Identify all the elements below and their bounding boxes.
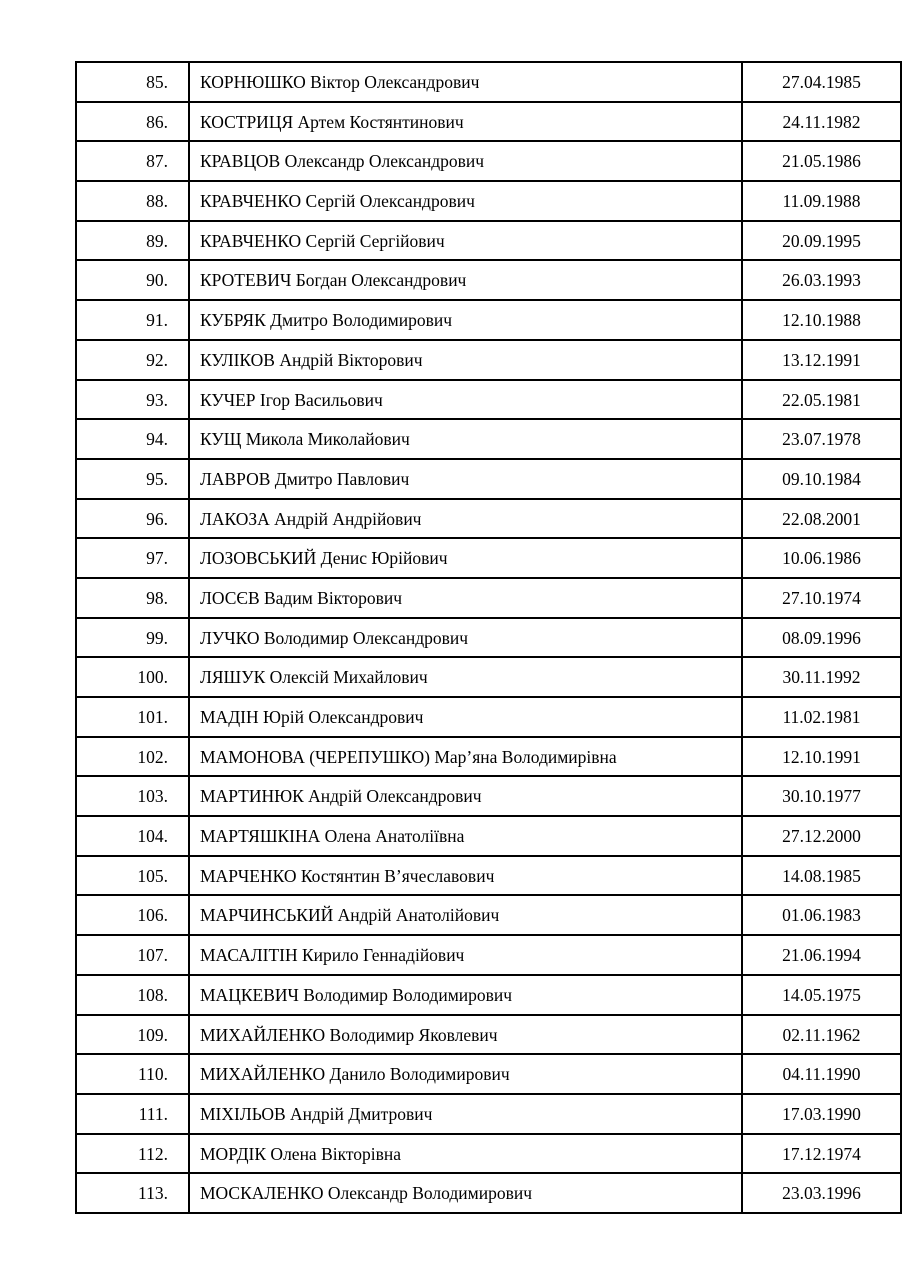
birth-date: 23.03.1996 — [742, 1173, 901, 1213]
row-number: 104. — [76, 816, 189, 856]
row-number: 111. — [76, 1094, 189, 1134]
birth-date: 22.05.1981 — [742, 380, 901, 420]
person-name: КОСТРИЦЯ Артем Костянтинович — [189, 102, 742, 142]
person-name: МАРЧЕНКО Костянтин В’ячеславович — [189, 856, 742, 896]
person-name: МИХАЙЛЕНКО Володимир Яковлевич — [189, 1015, 742, 1055]
person-name: ЛАВРОВ Дмитро Павлович — [189, 459, 742, 499]
table-row — [76, 419, 901, 459]
person-name: МИХАЙЛЕНКО Данило Володимирович — [189, 1054, 742, 1094]
person-name: МАМОНОВА (ЧЕРЕПУШКО) Мар’яна Володимирівна — [189, 737, 742, 777]
person-name: МОСКАЛЕНКО Олександр Володимирович — [189, 1173, 742, 1213]
birth-date: 08.09.1996 — [742, 618, 901, 658]
table-row — [76, 1173, 901, 1213]
person-name: КУБРЯК Дмитро Володимирович — [189, 300, 742, 340]
birth-date: 13.12.1991 — [742, 340, 901, 380]
table-row — [76, 260, 901, 300]
birth-date: 04.11.1990 — [742, 1054, 901, 1094]
person-name: МАРЧИНСЬКИЙ Андрій Анатолійович — [189, 895, 742, 935]
table-row — [76, 221, 901, 261]
person-name: МАДІН Юрій Олександрович — [189, 697, 742, 737]
row-number: 109. — [76, 1015, 189, 1055]
row-number: 103. — [76, 776, 189, 816]
birth-date: 27.12.2000 — [742, 816, 901, 856]
table-body — [76, 62, 901, 1213]
row-number: 98. — [76, 578, 189, 618]
person-name: МАСАЛІТІН Кирило Геннадійович — [189, 935, 742, 975]
person-name: КУЧЕР Ігор Васильович — [189, 380, 742, 420]
row-number: 108. — [76, 975, 189, 1015]
birth-date: 12.10.1988 — [742, 300, 901, 340]
birth-date: 30.11.1992 — [742, 657, 901, 697]
person-name: КОРНЮШКО Віктор Олександрович — [189, 62, 742, 102]
table-row — [76, 776, 901, 816]
row-number: 106. — [76, 895, 189, 935]
birth-date: 17.12.1974 — [742, 1134, 901, 1174]
person-name: ЛОЗОВСЬКИЙ Денис Юрійович — [189, 538, 742, 578]
person-name: МАРТИНЮК Андрій Олександрович — [189, 776, 742, 816]
row-number: 95. — [76, 459, 189, 499]
birth-date: 27.10.1974 — [742, 578, 901, 618]
table-row — [76, 300, 901, 340]
row-number: 87. — [76, 141, 189, 181]
birth-date: 21.05.1986 — [742, 141, 901, 181]
row-number: 86. — [76, 102, 189, 142]
birth-date: 24.11.1982 — [742, 102, 901, 142]
table-row — [76, 499, 901, 539]
table-row — [76, 935, 901, 975]
birth-date: 11.02.1981 — [742, 697, 901, 737]
table-row — [76, 62, 901, 102]
birth-date: 17.03.1990 — [742, 1094, 901, 1134]
table-row — [76, 856, 901, 896]
table-row — [76, 975, 901, 1015]
person-name: МІХІЛЬОВ Андрій Дмитрович — [189, 1094, 742, 1134]
table-row — [76, 697, 901, 737]
table-row — [76, 102, 901, 142]
row-number: 107. — [76, 935, 189, 975]
table-row — [76, 380, 901, 420]
person-name: МАЦКЕВИЧ Володимир Володимирович — [189, 975, 742, 1015]
person-name: КРАВЧЕНКО Сергій Олександрович — [189, 181, 742, 221]
row-number: 102. — [76, 737, 189, 777]
row-number: 113. — [76, 1173, 189, 1213]
birth-date: 27.04.1985 — [742, 62, 901, 102]
row-number: 93. — [76, 380, 189, 420]
row-number: 85. — [76, 62, 189, 102]
person-name: ЛУЧКО Володимир Олександрович — [189, 618, 742, 658]
birth-date: 09.10.1984 — [742, 459, 901, 499]
row-number: 96. — [76, 499, 189, 539]
row-number: 100. — [76, 657, 189, 697]
birth-date: 02.11.1962 — [742, 1015, 901, 1055]
person-name: ЛОСЄВ Вадим Вікторович — [189, 578, 742, 618]
row-number: 110. — [76, 1054, 189, 1094]
birth-date: 12.10.1991 — [742, 737, 901, 777]
birth-date: 22.08.2001 — [742, 499, 901, 539]
table-row — [76, 618, 901, 658]
row-number: 88. — [76, 181, 189, 221]
person-name: КУЩ Микола Миколайович — [189, 419, 742, 459]
table-row — [76, 538, 901, 578]
row-number: 92. — [76, 340, 189, 380]
table-row — [76, 657, 901, 697]
birth-date: 14.08.1985 — [742, 856, 901, 896]
table-row — [76, 737, 901, 777]
person-name: ЛЯШУК Олексій Михайлович — [189, 657, 742, 697]
person-name: КУЛІКОВ Андрій Вікторович — [189, 340, 742, 380]
table-row — [76, 1094, 901, 1134]
row-number: 89. — [76, 221, 189, 261]
row-number: 105. — [76, 856, 189, 896]
table-row — [76, 895, 901, 935]
row-number: 101. — [76, 697, 189, 737]
table-row — [76, 816, 901, 856]
person-name: КРОТЕВИЧ Богдан Олександрович — [189, 260, 742, 300]
table-row — [76, 1134, 901, 1174]
birth-date: 26.03.1993 — [742, 260, 901, 300]
table-row — [76, 1054, 901, 1094]
person-name: КРАВЧЕНКО Сергій Сергійович — [189, 221, 742, 261]
table-row — [76, 141, 901, 181]
birth-date: 20.09.1995 — [742, 221, 901, 261]
birth-date: 10.06.1986 — [742, 538, 901, 578]
birth-date: 30.10.1977 — [742, 776, 901, 816]
row-number: 90. — [76, 260, 189, 300]
table-row — [76, 459, 901, 499]
person-name: МАРТЯШКІНА Олена Анатоліївна — [189, 816, 742, 856]
person-name: ЛАКОЗА Андрій Андрійович — [189, 499, 742, 539]
table-row — [76, 578, 901, 618]
row-number: 97. — [76, 538, 189, 578]
table-row — [76, 181, 901, 221]
persons-table — [75, 61, 902, 1214]
birth-date: 11.09.1988 — [742, 181, 901, 221]
row-number: 91. — [76, 300, 189, 340]
birth-date: 21.06.1994 — [742, 935, 901, 975]
row-number: 112. — [76, 1134, 189, 1174]
birth-date: 01.06.1983 — [742, 895, 901, 935]
table-row — [76, 1015, 901, 1055]
birth-date: 23.07.1978 — [742, 419, 901, 459]
birth-date: 14.05.1975 — [742, 975, 901, 1015]
table-row — [76, 340, 901, 380]
person-name: КРАВЦОВ Олександр Олександрович — [189, 141, 742, 181]
row-number: 99. — [76, 618, 189, 658]
row-number: 94. — [76, 419, 189, 459]
person-name: МОРДІК Олена Вікторівна — [189, 1134, 742, 1174]
